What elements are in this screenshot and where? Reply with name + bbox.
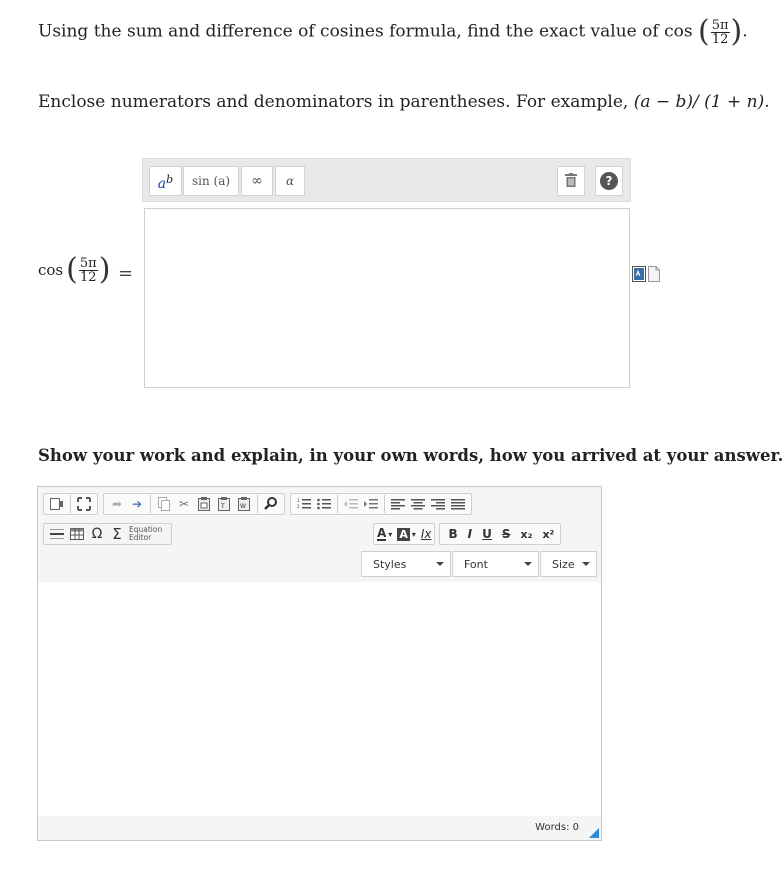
- svg-text:2: 2: [297, 504, 300, 509]
- side-icons: [632, 266, 660, 286]
- bold-button[interactable]: B: [448, 527, 458, 541]
- chevron-down-icon: [524, 562, 532, 566]
- answer-label: cos ( $\frac{5\pi}{12}$ ): [38, 252, 111, 287]
- instruction-text: Enclose numerators and denominators in parentheses. For example, (a − b)/ (1 + n).: [38, 92, 770, 112]
- toolbar-row-1: [43, 493, 472, 515]
- svg-text:W: W: [240, 503, 246, 510]
- math-editor-toolbar: [142, 158, 631, 202]
- trash-icon: [565, 172, 577, 191]
- justify-icon[interactable]: [450, 496, 466, 512]
- paren-right: ): [730, 14, 743, 49]
- toolbar-group-paragraph: [290, 493, 472, 515]
- question-prefix: Using the sum and difference of cosines formula, find the exact value of cos: [38, 21, 693, 42]
- remove-format-button[interactable]: Ix: [420, 527, 432, 541]
- toolbar-row-2-right: [373, 523, 561, 545]
- paren-left: (: [697, 14, 710, 49]
- size-dropdown[interactable]: Size: [540, 551, 597, 577]
- chevron-down-icon: [436, 562, 444, 566]
- outdent-icon[interactable]: [343, 496, 359, 512]
- power-button[interactable]: a $^b$: [149, 166, 182, 196]
- question-fraction: $\frac{5\pi}{12}$: [711, 17, 729, 47]
- toolbar-group-clipboard: [103, 493, 285, 515]
- instruction-example: (a − b)/ (1 + n).: [633, 92, 770, 112]
- bulleted-list-icon[interactable]: [316, 496, 332, 512]
- font-dropdown[interactable]: Font: [452, 551, 539, 577]
- source-icon[interactable]: [49, 496, 65, 512]
- underline-button[interactable]: U: [482, 527, 492, 541]
- toolbar-group-colors: [373, 523, 435, 545]
- infinity-button[interactable]: ∞: [241, 166, 273, 196]
- bg-color-dropdown-icon[interactable]: ▾: [411, 529, 416, 539]
- editor-status-bar: [38, 815, 601, 840]
- align-center-icon[interactable]: [410, 496, 426, 512]
- italic-button[interactable]: I: [467, 527, 473, 541]
- question-text: Using the sum and difference of cosines formula, find the exact value of cos ( $\frac{5\pi}{12}$ ).: [38, 14, 748, 49]
- work-text-area[interactable]: [38, 582, 601, 816]
- equals-sign: =: [118, 263, 134, 284]
- subscript-button[interactable]: x₂: [520, 527, 533, 541]
- undo-icon[interactable]: ➦: [111, 497, 123, 511]
- superscript-button[interactable]: x²: [542, 527, 555, 541]
- sigma-icon[interactable]: Σ: [112, 525, 122, 543]
- numbered-list-icon[interactable]: [296, 496, 312, 512]
- paste-word-icon[interactable]: [236, 496, 252, 512]
- maximize-icon[interactable]: [76, 496, 92, 512]
- omega-icon[interactable]: Ω: [91, 526, 103, 542]
- strikethrough-button[interactable]: S: [501, 527, 511, 541]
- svg-text:T: T: [221, 503, 225, 510]
- math-preview-icon[interactable]: [632, 266, 646, 286]
- svg-text:1: 1: [297, 498, 300, 503]
- equation-editor-button[interactable]: Equation Editor: [129, 525, 163, 542]
- bg-color-button[interactable]: A: [399, 527, 408, 541]
- math-answer-input[interactable]: [144, 208, 630, 388]
- table-icon[interactable]: [69, 526, 85, 542]
- word-count: Words: 0: [535, 822, 579, 833]
- align-left-icon[interactable]: [390, 496, 406, 512]
- horizontal-line-icon[interactable]: [49, 526, 65, 542]
- toolbar-row-2: [43, 523, 172, 545]
- document-icon[interactable]: [648, 266, 660, 286]
- paste-text-icon[interactable]: [216, 496, 232, 512]
- help-icon: ?: [600, 172, 618, 190]
- help-button[interactable]: [595, 166, 623, 196]
- redo-icon[interactable]: ➔: [131, 497, 143, 511]
- work-prompt: Show your work and explain, in your own words, how you arrived at your answer.: [38, 446, 783, 465]
- align-right-icon[interactable]: [430, 496, 446, 512]
- trash-button[interactable]: [557, 166, 585, 196]
- find-icon[interactable]: [263, 496, 279, 512]
- paste-icon[interactable]: [196, 496, 212, 512]
- indent-icon[interactable]: [363, 496, 379, 512]
- resize-handle[interactable]: [589, 828, 599, 838]
- answer-fraction: $\frac{5\pi}{12}$: [79, 255, 97, 285]
- toolbar-group-insert: [43, 523, 172, 545]
- text-color-button[interactable]: A: [377, 526, 387, 540]
- chevron-down-icon: [582, 562, 590, 566]
- copy-icon[interactable]: [156, 496, 172, 512]
- toolbar-group-basic-styles: [439, 523, 561, 545]
- styles-dropdown[interactable]: Styles: [361, 551, 451, 577]
- text-color-dropdown-icon[interactable]: ▾: [388, 529, 393, 539]
- toolbar-group-source: [43, 493, 98, 515]
- cut-icon[interactable]: ✂: [178, 497, 190, 511]
- sin-button[interactable]: sin (a): [183, 166, 239, 196]
- alpha-button[interactable]: α: [275, 166, 305, 196]
